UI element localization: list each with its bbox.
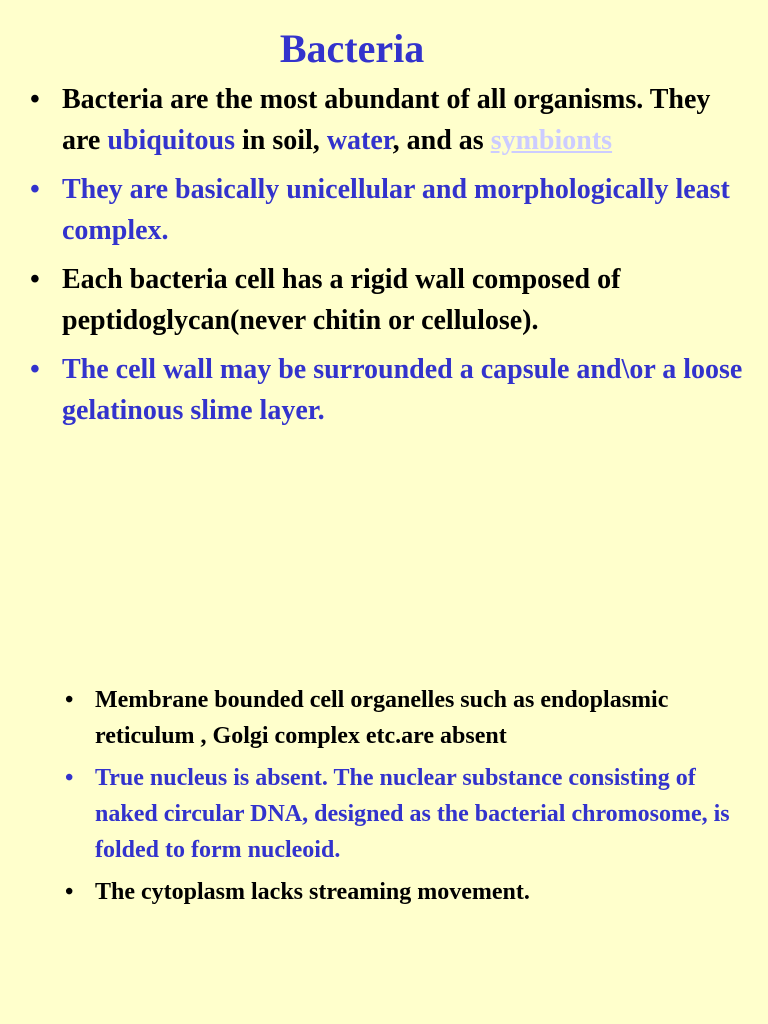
bullet-cytoplasm: • The cytoplasm lacks streaming movement. — [95, 874, 735, 910]
bullet-text: , and as — [392, 125, 491, 156]
ubiquitous-term: ubiquitous — [107, 125, 235, 156]
bullet-cell-wall: • Each bacteria cell has a rigid wall composed of peptidoglycan(never chitin or cellulose). — [62, 259, 752, 341]
bullet-text: in soil, — [235, 125, 327, 156]
bullet-nucleus: • True nucleus is absent. The nuclear substance consisting of naked circular DNA, designed as the bacterial chromosome, is folded to form nucleoid. — [95, 760, 735, 868]
bullet-abundance — [62, 79, 752, 161]
bullet-text: Bacteria are the most abundant of all organisms. They are — [62, 84, 711, 156]
water-term: water — [326, 125, 393, 156]
bullet-capsule: • The cell wall may be surrounded a capsule and\or a loose gelatinous slime layer. — [62, 349, 752, 431]
bullet-unicellular: • They are basically unicellular and morphologically least complex. — [62, 169, 752, 251]
secondary-bullet-list — [95, 682, 735, 916]
main-bullet-list — [62, 79, 752, 439]
slide-title: Bacteria — [279, 26, 425, 71]
symbionts-link[interactable]: symbionts — [490, 125, 613, 156]
bullet-organelles: • Membrane bounded cell organelles such as endoplasmic reticulum , Golgi complex etc.are absent — [95, 682, 735, 754]
